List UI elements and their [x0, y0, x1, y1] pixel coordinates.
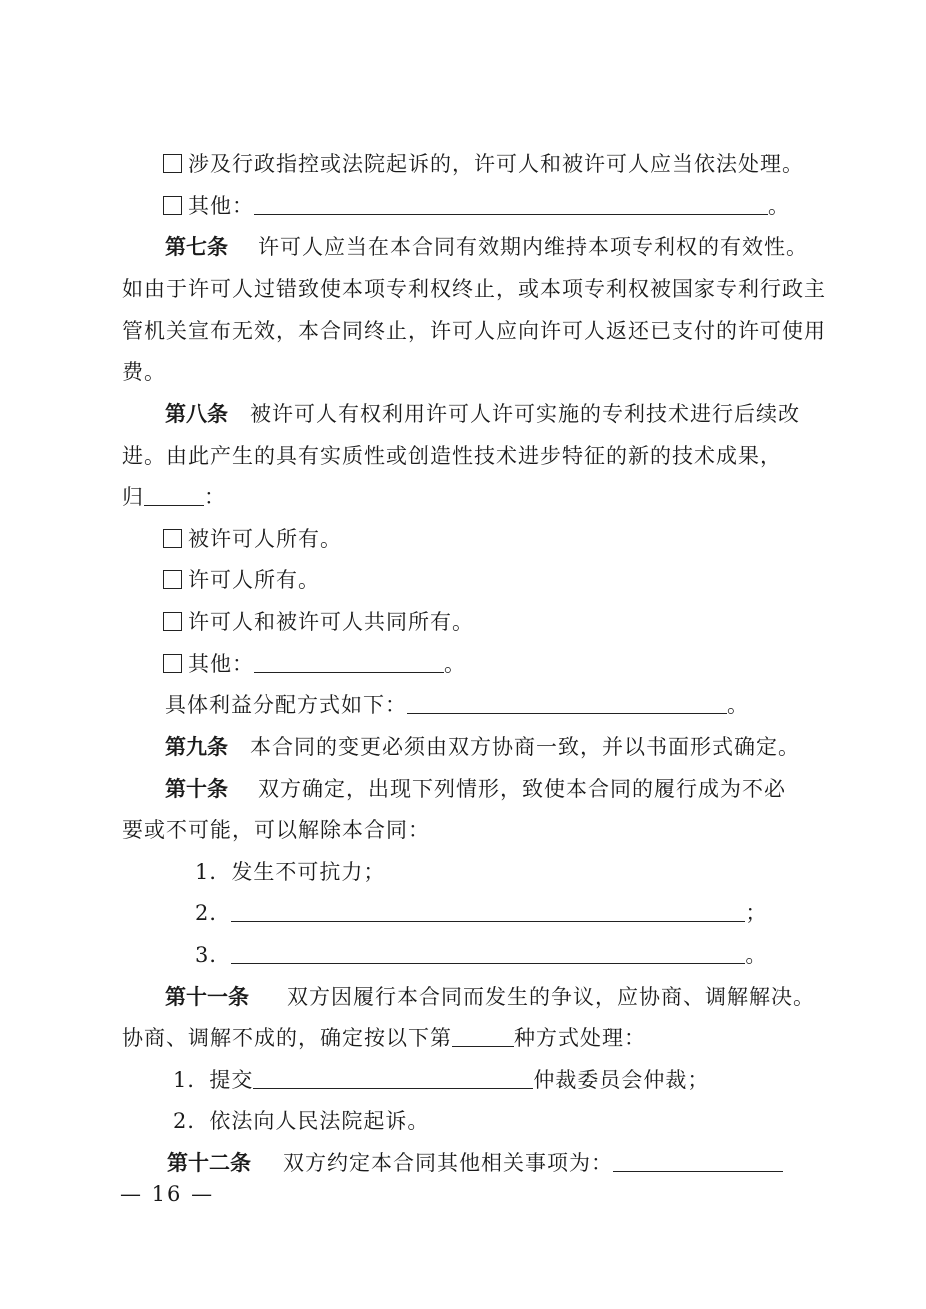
article-text: 被许可人有权利用许可人许可实施的专利技术进行后续改	[250, 402, 800, 426]
fill-blank[interactable]	[253, 1068, 533, 1089]
benefit-text: 具体利益分配方式如下：	[165, 693, 407, 717]
option-text: 其他：	[188, 194, 254, 218]
fill-blank[interactable]	[231, 943, 745, 964]
fill-blank[interactable]	[613, 1151, 783, 1172]
checkbox[interactable]	[163, 196, 182, 215]
article-8-line-3	[122, 484, 226, 510]
article-text: 双方约定本合同其他相关事项为：	[283, 1151, 613, 1175]
article-text: 本合同的变更必须由双方协商一致，并以书面形式确定。	[250, 735, 800, 759]
article-text: 种方式处理：	[514, 1026, 646, 1050]
article-text: 双方确定，出现下列情形，致使本合同的履行成为不必	[258, 777, 786, 801]
page-number: — 16 —	[120, 1182, 215, 1206]
article-8-line-2: 进。由此产生的具有实质性或创造性技术进步特征的新的技术成果，	[122, 444, 782, 468]
article-10-line-2: 要或不可能，可以解除本合同：	[122, 818, 430, 842]
article-8-line-1	[165, 401, 800, 427]
punct: 。	[768, 194, 790, 218]
option-text: 许可人所有。	[188, 568, 320, 592]
option-licensor	[163, 567, 320, 593]
option-text: 许可人和被许可人共同所有。	[188, 610, 474, 634]
list-item-3	[195, 942, 767, 968]
fill-blank[interactable]	[254, 194, 768, 215]
article-title: 第八条	[165, 402, 228, 426]
article-7-line-3: 管机关宣布无效，本合同终止，许可人应向许可人返还已支付的许可使用	[122, 319, 826, 343]
article-title: 第十二条	[167, 1151, 251, 1175]
arb-text: 1．提交	[173, 1068, 254, 1092]
option-licensee	[163, 526, 342, 552]
punct: 。	[745, 943, 768, 967]
list-item-2	[195, 900, 767, 926]
arb-text: 仲裁委员会仲裁；	[533, 1068, 710, 1092]
article-title: 第七条	[165, 235, 228, 259]
fill-blank[interactable]	[254, 652, 444, 673]
article-title: 第九条	[165, 735, 228, 759]
checkbox[interactable]	[163, 570, 182, 589]
punct: ：	[204, 485, 226, 509]
checkbox[interactable]	[163, 154, 182, 173]
fill-blank[interactable]	[144, 485, 204, 506]
item-number: 3．	[195, 943, 232, 967]
article-7-line-4: 费。	[122, 360, 166, 384]
court-line: 2．依法向人民法院起诉。	[173, 1109, 430, 1133]
article-10-line-1	[165, 776, 786, 802]
item-number: 2．	[195, 901, 232, 925]
article-7-line-2: 如由于许可人过错致使本项专利权终止，或本项专利权被国家专利行政主	[122, 277, 826, 301]
punct: 。	[444, 652, 466, 676]
option-other-1	[163, 193, 790, 219]
article-text: 许可人应当在本合同有效期内维持本项专利权的有效性。	[258, 235, 808, 259]
article-text: 协商、调解不成的，确定按以下第	[122, 1026, 452, 1050]
list-item-1: 1．发生不可抗力；	[195, 860, 386, 884]
article-title: 第十一条	[165, 985, 249, 1009]
checkbox[interactable]	[163, 529, 182, 548]
article-7-line-1	[165, 234, 808, 260]
option-text: 其他：	[188, 652, 254, 676]
article-title: 第十条	[165, 777, 228, 801]
benefit-line	[165, 692, 749, 718]
arbitration-line	[173, 1067, 709, 1093]
punct: ；	[745, 901, 768, 925]
article-11-line-1	[165, 984, 815, 1010]
article-11-line-2	[122, 1025, 646, 1051]
checkbox[interactable]	[163, 612, 182, 631]
option-admin	[163, 151, 804, 177]
article-text: 双方因履行本合同而发生的争议，应协商、调解解决。	[287, 985, 815, 1009]
option-other-2	[163, 651, 466, 677]
fill-blank[interactable]	[231, 901, 745, 922]
checkbox[interactable]	[163, 654, 182, 673]
option-text: 被许可人所有。	[188, 527, 342, 551]
option-joint	[163, 609, 474, 635]
article-12-line-1	[167, 1150, 783, 1176]
article-9-line-1	[165, 734, 800, 760]
option-text: 涉及行政指控或法院起诉的，许可人和被许可人应当依法处理。	[188, 152, 804, 176]
fill-blank[interactable]	[407, 693, 727, 714]
fill-blank[interactable]	[452, 1026, 514, 1047]
article-text: 归	[122, 485, 144, 509]
punct: 。	[727, 693, 749, 717]
